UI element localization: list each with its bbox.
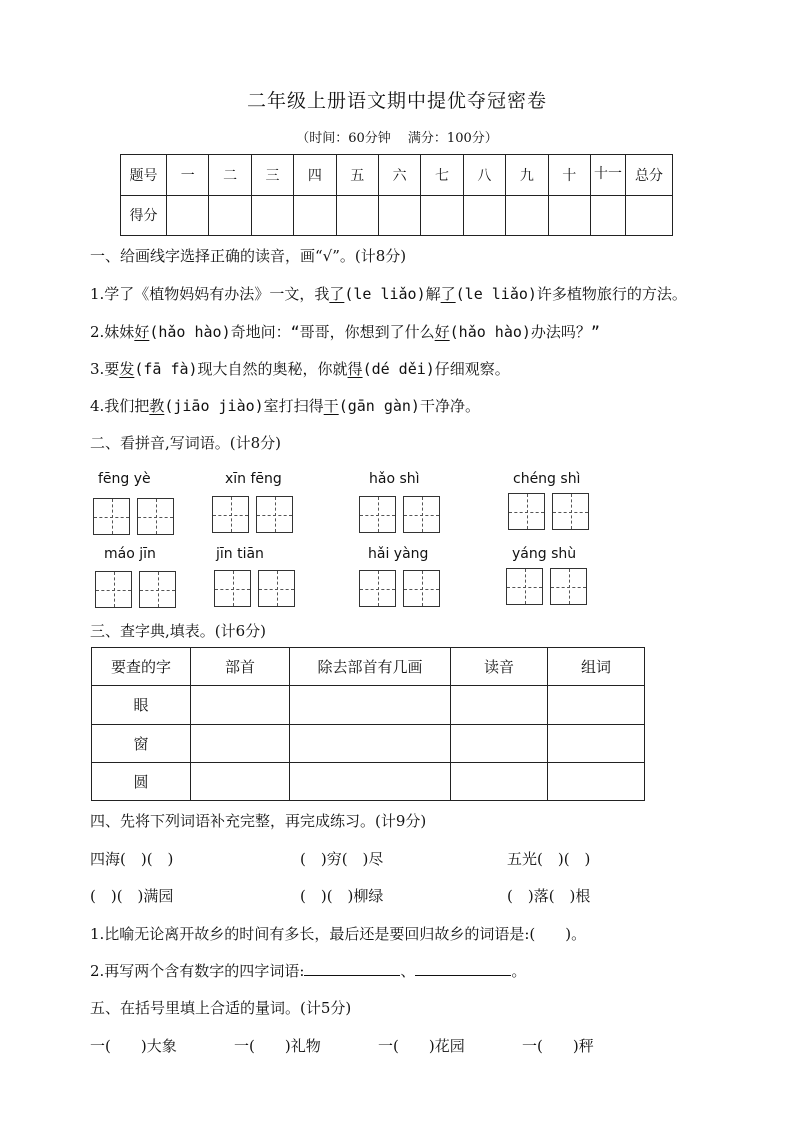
measure-word-item: 一( )花园 bbox=[378, 1037, 465, 1055]
score-cell[interactable] bbox=[506, 195, 548, 236]
score-cell[interactable] bbox=[336, 195, 378, 236]
dict-row bbox=[92, 686, 645, 724]
question-1-1 bbox=[90, 283, 687, 304]
score-cell[interactable] bbox=[548, 195, 590, 236]
dict-header: 读音 bbox=[451, 648, 548, 686]
text: 4.我们把 bbox=[90, 397, 150, 415]
writing-box[interactable] bbox=[212, 496, 249, 533]
dict-char: 眼 bbox=[92, 686, 191, 724]
answer-cell[interactable] bbox=[451, 762, 548, 800]
writing-box[interactable] bbox=[139, 571, 176, 608]
score-cell[interactable] bbox=[421, 195, 463, 236]
answer-cell[interactable] bbox=[191, 762, 290, 800]
measure-word-item: 一( )礼物 bbox=[234, 1037, 321, 1055]
col-header: 十 bbox=[548, 155, 590, 196]
score-cell[interactable] bbox=[251, 195, 293, 236]
underlined-char: 了 bbox=[329, 285, 345, 303]
section1-heading: 一、给画线字选择正确的读音，画“√”。(计8分) bbox=[90, 247, 407, 265]
col-header: 三 bbox=[251, 155, 293, 196]
row-label-question: 题号 bbox=[121, 155, 167, 196]
col-header: 一 bbox=[167, 155, 209, 196]
exam-info: （时间：60分钟 满分：100分） bbox=[296, 131, 498, 146]
text: 、 bbox=[400, 962, 416, 980]
writing-box[interactable] bbox=[256, 496, 293, 533]
question-1-3 bbox=[90, 358, 510, 379]
col-header: 二 bbox=[209, 155, 251, 196]
answer-cell[interactable] bbox=[451, 686, 548, 724]
col-header: 八 bbox=[463, 155, 505, 196]
pinyin-label: xīn fēng bbox=[225, 471, 282, 487]
answer-cell[interactable] bbox=[451, 724, 548, 762]
underlined-char: 好 bbox=[434, 323, 450, 341]
pinyin-label: hǎo shì bbox=[369, 471, 420, 487]
score-table-score-row bbox=[121, 195, 673, 236]
writing-box[interactable] bbox=[508, 493, 545, 530]
text: (le liǎo)解 bbox=[344, 285, 441, 303]
underlined-char: 发 bbox=[119, 360, 135, 378]
score-cell-total[interactable] bbox=[626, 195, 673, 236]
dict-header: 部首 bbox=[191, 648, 290, 686]
underlined-char: 干 bbox=[323, 397, 339, 415]
question-1-2 bbox=[90, 321, 600, 342]
text: 3.要 bbox=[90, 360, 120, 378]
row-label-score: 得分 bbox=[121, 195, 167, 236]
score-table bbox=[120, 154, 673, 236]
text: (hǎo hào)奇地问：“哥哥，你想到了什么 bbox=[149, 323, 435, 341]
pinyin-label: hǎi yàng bbox=[368, 546, 429, 562]
text: (hǎo hào)办法吗？” bbox=[449, 323, 600, 341]
text: (dé děi)仔细观察。 bbox=[362, 360, 510, 378]
section5-heading: 五、在括号里填上合适的量词。(计5分) bbox=[90, 999, 352, 1017]
dict-char: 窗 bbox=[92, 724, 191, 762]
pinyin-label: jīn tiān bbox=[216, 546, 264, 562]
writing-box[interactable] bbox=[552, 493, 589, 530]
idiom-item: 四海( )( ) bbox=[90, 850, 174, 868]
measure-word-item: 一( )大象 bbox=[90, 1037, 177, 1055]
col-header: 十一 bbox=[591, 155, 626, 196]
writing-box[interactable] bbox=[550, 568, 587, 605]
section2-heading: 二、看拼音,写词语。(计8分) bbox=[90, 434, 282, 452]
writing-box[interactable] bbox=[214, 570, 251, 607]
writing-box[interactable] bbox=[506, 568, 543, 605]
score-cell[interactable] bbox=[294, 195, 336, 236]
measure-word-item: 一( )秤 bbox=[522, 1037, 594, 1055]
idiom-item: ( )落( )根 bbox=[507, 887, 591, 905]
score-cell[interactable] bbox=[167, 195, 209, 236]
writing-box[interactable] bbox=[359, 496, 396, 533]
answer-blank[interactable] bbox=[415, 961, 511, 976]
col-header: 七 bbox=[421, 155, 463, 196]
text: (jiāo jiào)室打扫得 bbox=[164, 397, 324, 415]
writing-box[interactable] bbox=[403, 496, 440, 533]
writing-box[interactable] bbox=[95, 571, 132, 608]
answer-cell[interactable] bbox=[548, 686, 645, 724]
underlined-char: 好 bbox=[134, 323, 150, 341]
col-header: 四 bbox=[294, 155, 336, 196]
idiom-item: ( )( )柳绿 bbox=[300, 887, 384, 905]
text: (gān gàn)干净净。 bbox=[338, 397, 480, 415]
pinyin-label: chéng shì bbox=[513, 471, 581, 487]
answer-blank[interactable] bbox=[304, 961, 400, 976]
underlined-char: 得 bbox=[347, 360, 363, 378]
writing-box[interactable] bbox=[258, 570, 295, 607]
answer-cell[interactable] bbox=[290, 762, 451, 800]
idiom-item: ( )穷( )尽 bbox=[300, 850, 384, 868]
dict-header: 组词 bbox=[548, 648, 645, 686]
text: (fā fà)现大自然的奥秘，你就 bbox=[134, 360, 348, 378]
question-1-4 bbox=[90, 395, 480, 416]
score-cell[interactable] bbox=[209, 195, 251, 236]
page-title: 二年级上册语文期中提优夺冠密卷 bbox=[246, 90, 547, 112]
dict-header-row bbox=[92, 648, 645, 686]
dict-row bbox=[92, 724, 645, 762]
dict-char: 圆 bbox=[92, 762, 191, 800]
dict-header: 要查的字 bbox=[92, 648, 191, 686]
dictionary-table bbox=[91, 647, 645, 801]
writing-box[interactable] bbox=[359, 570, 396, 607]
idiom-item: 五光( )( ) bbox=[507, 850, 591, 868]
pinyin-label: máo jīn bbox=[104, 546, 156, 562]
score-cell[interactable] bbox=[378, 195, 420, 236]
text: 。 bbox=[511, 962, 527, 980]
writing-box[interactable] bbox=[93, 498, 130, 535]
col-header: 五 bbox=[336, 155, 378, 196]
answer-cell[interactable] bbox=[191, 686, 290, 724]
section4-heading: 四、先将下列词语补充完整，再完成练习。(计9分) bbox=[90, 812, 427, 830]
dict-row bbox=[92, 762, 645, 800]
score-cell[interactable] bbox=[463, 195, 505, 236]
question-4-2 bbox=[90, 960, 526, 981]
answer-cell[interactable] bbox=[290, 724, 451, 762]
text: (le liǎo)许多植物旅行的方法。 bbox=[455, 285, 687, 303]
score-table-header-row bbox=[121, 155, 673, 196]
text: 2.再写两个含有数字的四字词语: bbox=[90, 962, 305, 980]
answer-cell[interactable] bbox=[191, 724, 290, 762]
answer-cell[interactable] bbox=[290, 686, 451, 724]
dict-header: 除去部首有几画 bbox=[290, 648, 451, 686]
answer-cell[interactable] bbox=[548, 762, 645, 800]
col-header: 六 bbox=[378, 155, 420, 196]
text: 1.学了《植物妈妈有办法》一文，我 bbox=[90, 285, 330, 303]
col-header-total: 总分 bbox=[626, 155, 673, 196]
score-cell[interactable] bbox=[591, 195, 626, 236]
pinyin-label: fēng yè bbox=[98, 471, 151, 487]
underlined-char: 教 bbox=[149, 397, 165, 415]
answer-cell[interactable] bbox=[548, 724, 645, 762]
text: 2.妹妹 bbox=[90, 323, 135, 341]
writing-box[interactable] bbox=[403, 570, 440, 607]
col-header: 九 bbox=[506, 155, 548, 196]
pinyin-label: yáng shù bbox=[512, 546, 577, 562]
writing-box[interactable] bbox=[137, 498, 174, 535]
idiom-item: ( )( )满园 bbox=[90, 887, 174, 905]
question-4-1: 1.比喻无论离开故乡的时间有多长，最后还是要回归故乡的词语是:( )。 bbox=[90, 925, 587, 943]
section3-heading: 三、查字典,填表。(计6分) bbox=[90, 622, 267, 640]
underlined-char: 了 bbox=[440, 285, 456, 303]
